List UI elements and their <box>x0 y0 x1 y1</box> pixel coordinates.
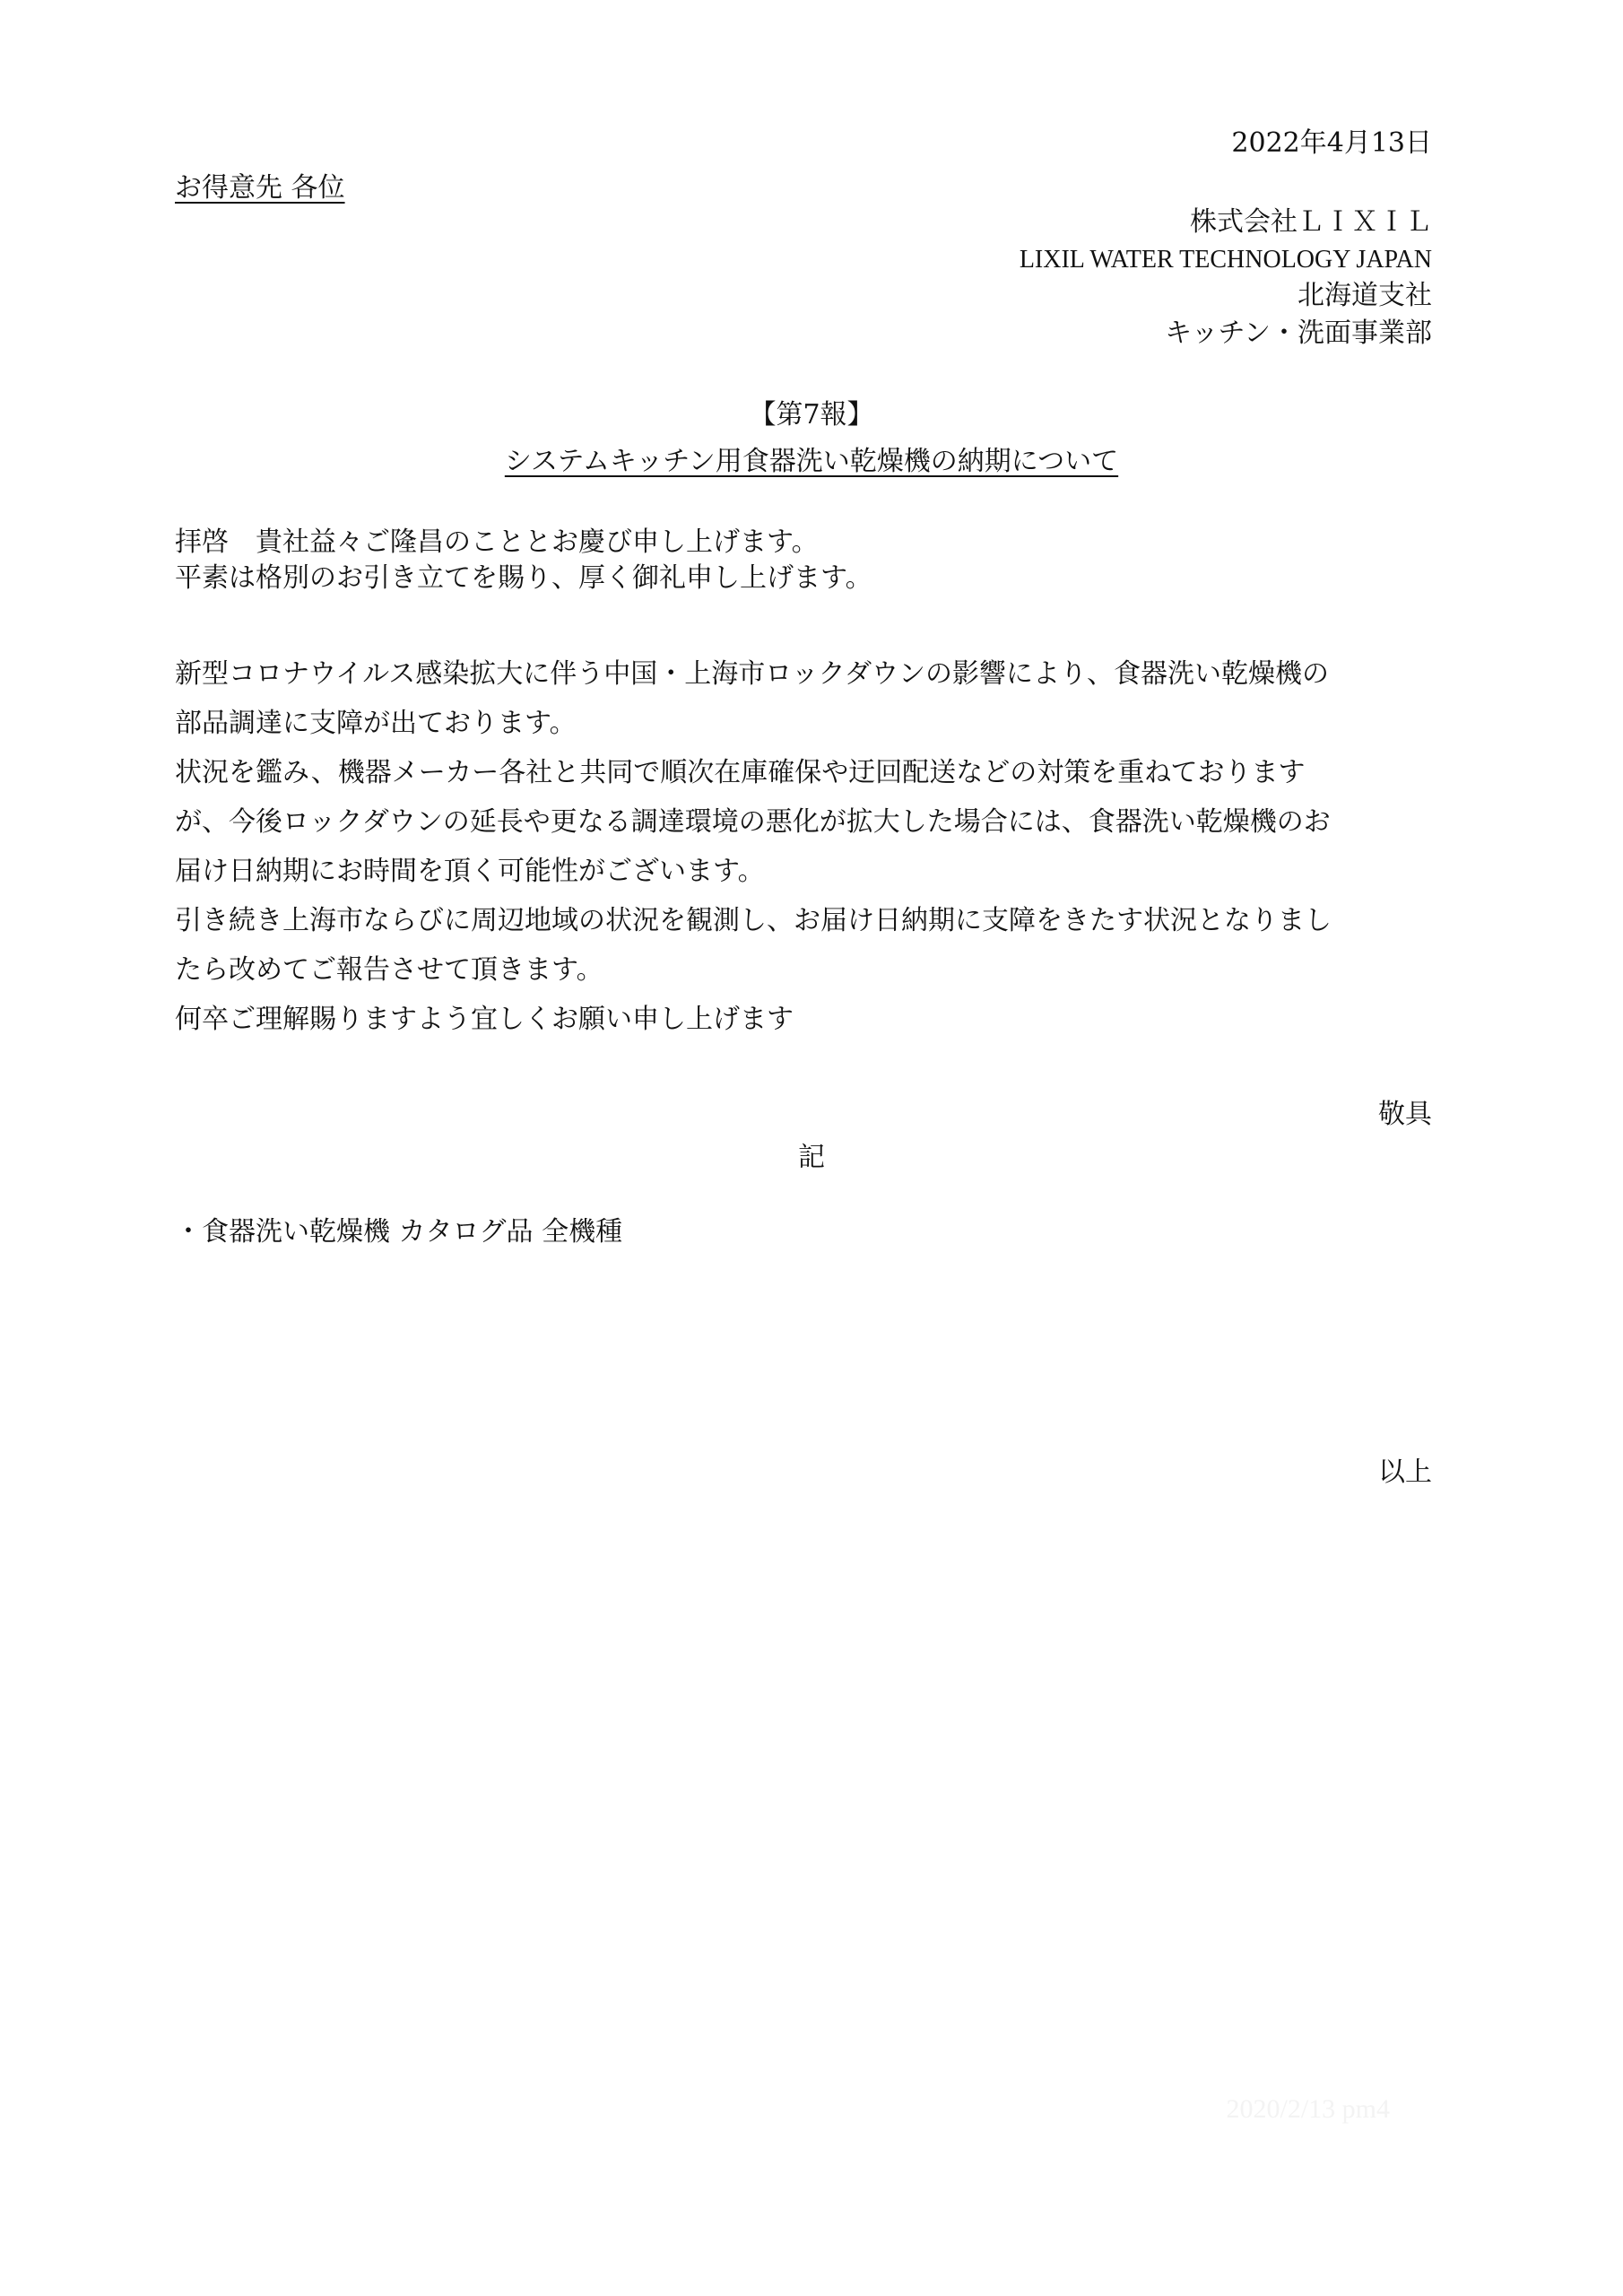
subject-title <box>0 446 1623 478</box>
sender-branch: 北海道支社 <box>1298 280 1432 311</box>
body-line: 部品調達に支障が出ております。 <box>175 708 577 739</box>
target-item: ・食器洗い乾燥機 カタログ品 全機種 <box>175 1216 623 1248</box>
body-line: 状況を鑑み、機器メーカー各社と共同で順次在庫確保や迂回配送などの対策を重ねております <box>175 757 1306 788</box>
body-line: が、今後ロックダウンの延長や更なる調達環境の悪化が拡大した場合には、食器洗い乾燥機のお <box>175 806 1331 838</box>
greeting-line: 拝啓 貴社益々ご隆昌のこととお慶び申し上げます。 <box>175 526 819 558</box>
body-line: 届け日納期にお時間を頂く可能性がございます。 <box>175 856 765 887</box>
body-line: 引き続き上海市ならびに周辺地域の状況を観測し、お届け日納期に支障をきたす状況となりまし <box>175 905 1332 936</box>
subject-text: システムキッチン用食器洗い乾燥機の納期について <box>504 446 1119 477</box>
faint-stamp: 2020/2/13 pm4 <box>1226 2094 1390 2124</box>
report-number: 【第7報】 <box>749 399 874 430</box>
ki-heading: 記 <box>798 1142 825 1173</box>
sender-company: 株式会社ＬＩＸＩＬ <box>1190 206 1432 238</box>
body-line: たら改めてご報告させて頂きます。 <box>175 954 603 986</box>
greeting-line: 平素は格別のお引き立てを賜り、厚く御礼申し上げます。 <box>175 562 872 594</box>
body-line: 新型コロナウイルス感染拡大に伴う中国・上海市ロックダウンの影響により、食器洗い乾燥機の <box>175 658 1329 690</box>
end-ijou: 以上 <box>1378 1457 1432 1488</box>
body-line: 何卒ご理解賜りますよう宜しくお願い申し上げます <box>175 1004 794 1035</box>
sender-department: キッチン・洗面事業部 <box>1165 317 1432 349</box>
letter-date: 2022年4月13日 <box>1231 127 1432 159</box>
sender-division: LIXIL WATER TECHNOLOGY JAPAN <box>1019 246 1432 274</box>
recipient: お得意先 各位 <box>175 172 345 204</box>
closing-keigu: 敬具 <box>1378 1099 1432 1130</box>
